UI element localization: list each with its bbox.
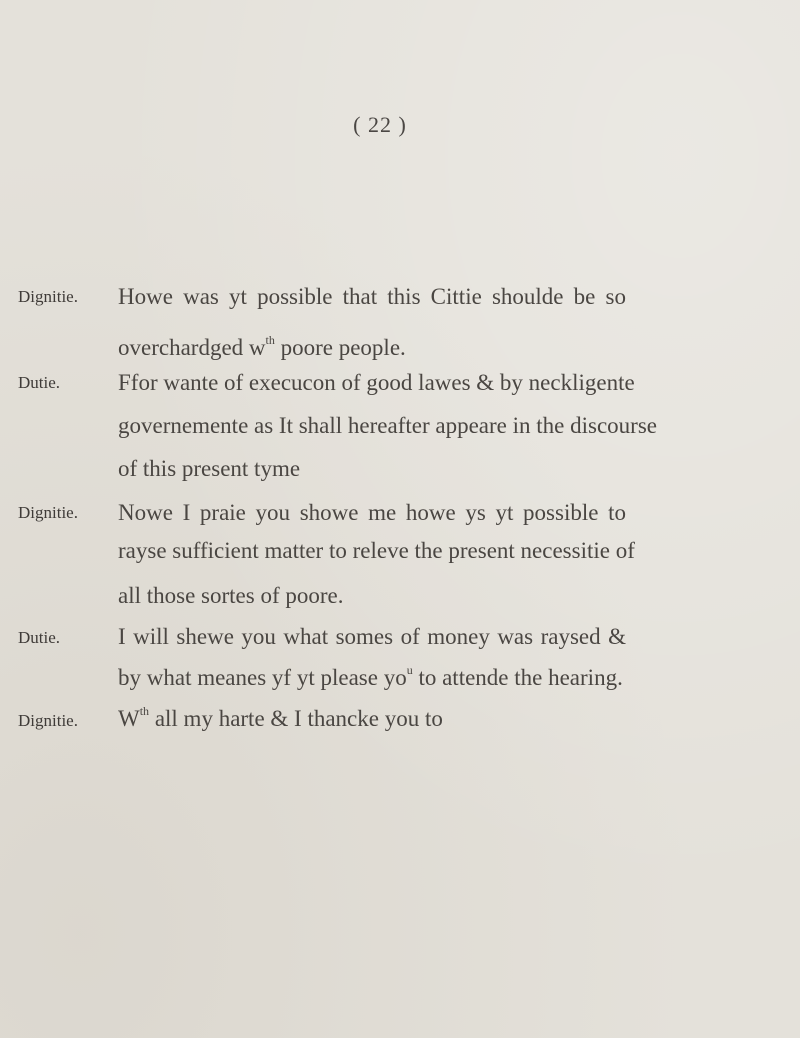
text-line: all those sortes of poore. xyxy=(118,583,344,608)
text-line: I will shewe you what somes of money was raysed & xyxy=(118,624,626,649)
page-number: ( 22 ) xyxy=(353,112,407,137)
speaker-label: Dignitie. xyxy=(18,287,78,306)
text-line: of this present tyme xyxy=(118,456,301,481)
speaker-label: Dignitie. xyxy=(18,711,78,730)
text-line: $W^{th}$ all my harte & I thancke you to xyxy=(118,704,443,731)
speaker-label: Dutie. xyxy=(18,628,61,647)
text-line: governemente as It shall hereafter appeare in the discourse xyxy=(118,413,657,438)
speaker-label: Dignitie. xyxy=(18,503,78,522)
text-line: by what meanes yf yt please $yo^u$ to attende the hearing. xyxy=(118,663,623,690)
text-line: Ffor wante of execucon of good lawes & by neckligente xyxy=(118,370,635,395)
text-line: rayse sufficient matter to releve the present necessitie of xyxy=(118,538,635,563)
text-line: overchardged $w^{th}$ poore people. xyxy=(118,333,406,360)
text-line: Nowe I praie you showe me howe ys yt possible to xyxy=(118,500,626,525)
speaker-label: Dutie. xyxy=(18,373,61,392)
text-line: Howe was yt possible that this Cittie shoulde be so xyxy=(118,284,626,309)
